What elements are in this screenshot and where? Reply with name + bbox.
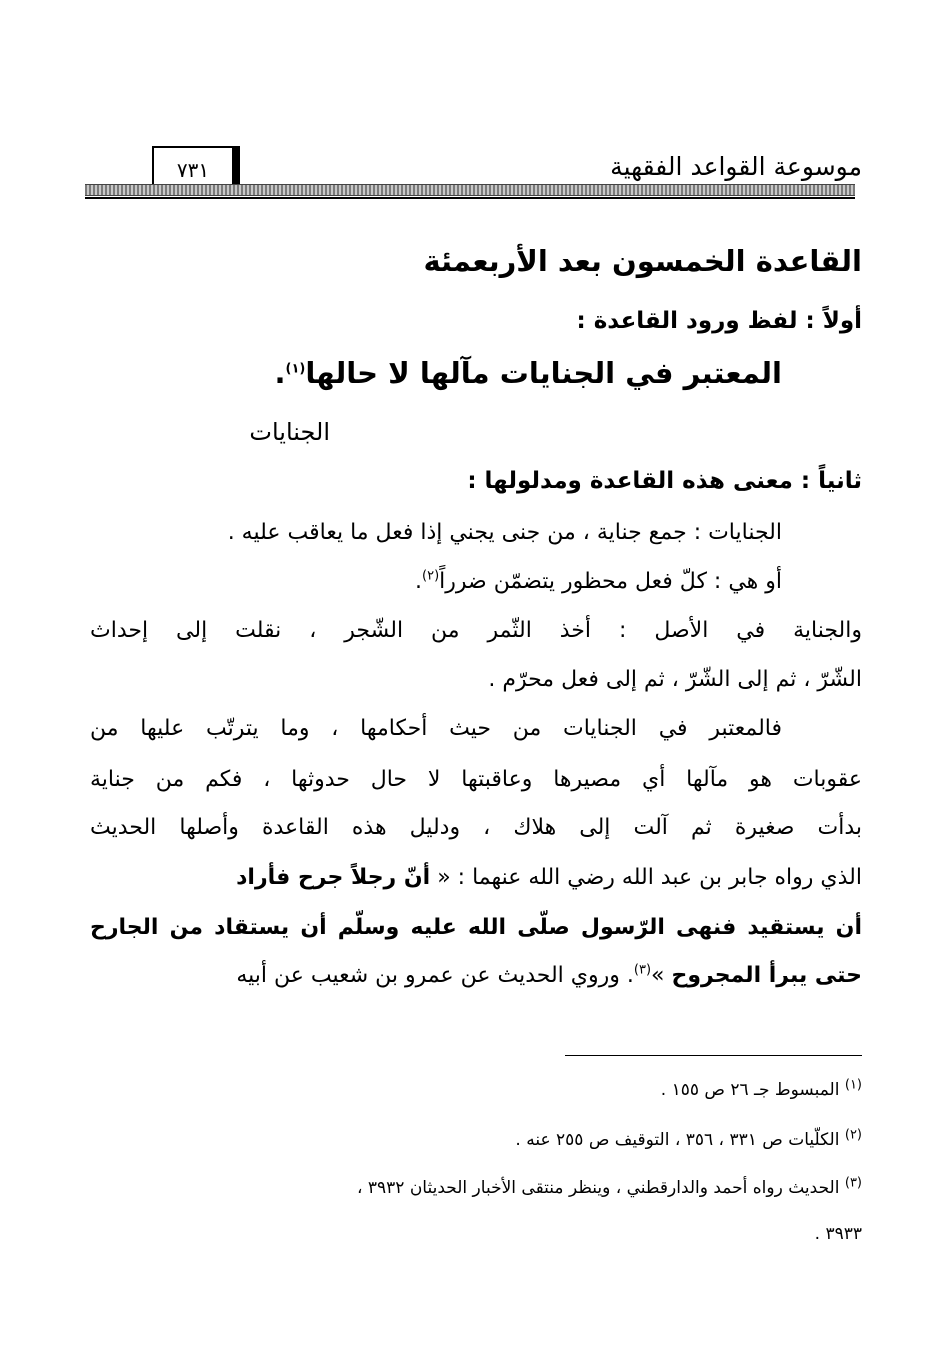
body-line-2-text: أو هي : كلّ فعل محظور يتضمّن ضرراً [439, 569, 782, 594]
body-line-2 [415, 569, 782, 594]
hadith-quote-line: أن يستقيد فنهى الرّسول صلّى الله عليه وسلّم أن يستقاد من الجارح [90, 915, 862, 940]
hadith-quote-start: أنّ رجلاً جرح فأراد [236, 865, 431, 890]
body-line-1: الجنايات : جمع جناية ، من جنى يجني إذا فعل ما يعاقب عليه . [227, 520, 782, 545]
section-heading-wording: أولاً : لفظ ورود القاعدة : [576, 308, 862, 334]
rule-end: . [274, 356, 286, 390]
footnote-3 [357, 1175, 862, 1198]
footnote-1-mark: (١) [844, 1077, 862, 1093]
body-line-6: عقوبات هو مآلها أي مصيرها وعاقبتها لا حال حدوثها ، فكم من جناية [90, 767, 862, 792]
footnote-2-text: الكلّيات ص ٣٣١ ، ٣٥٦ ، التوقيف ص ٢٥٥ عنه . [515, 1130, 840, 1150]
footnote-ref-2: (٢) [422, 568, 440, 584]
body-line-8-text: الذي رواه جابر بن عبد الله رضي الله عنهما : « [437, 865, 862, 890]
body-line-8 [90, 865, 862, 890]
footnote-3-mark: (٣) [844, 1175, 862, 1191]
body-line-10 [90, 963, 862, 988]
footnote-ref-3: (٣) [633, 962, 652, 978]
footnote-3-text: الحديث رواه أحمد والدارقطني ، وينظر منتقى الأخبار الحديثان ٣٩٣٢ ، [357, 1178, 840, 1198]
body-line-5: فالمعتبر في الجنايات من حيث أحكامها ، وما يترتّب عليها من [90, 716, 782, 741]
keyword: الجنايات [249, 418, 330, 446]
body-line-7: بدأت صغيرة ثم آلت إلى هلاك ، ودليل هذه القاعدة وأصلها الحديث [90, 815, 862, 840]
running-header-title: موسوعة القواعد الفقهية [610, 152, 862, 181]
footnote-1 [660, 1077, 862, 1100]
rule-heading: القاعدة الخمسون بعد الأربعمئة [423, 244, 862, 278]
page-number: ٧٣١ [152, 146, 240, 196]
footnote-2 [515, 1127, 862, 1150]
rule-text: المعتبر في الجنايات مآلها لا حالها [305, 356, 782, 390]
quote-close: » [651, 963, 665, 988]
body-line-3: والجناية في الأصل : أخذ الثّمر من الشّجر ، نقلت إلى إحداث [90, 618, 862, 643]
rule-statement [275, 356, 783, 390]
footnote-rule [565, 1055, 862, 1056]
body-line-4: الشّرّ ، ثم إلى الشّرّ ، ثم إلى فعل محرّم . [488, 667, 862, 692]
header-rule-line [85, 197, 855, 199]
section-heading-meaning: ثانياً : معنى هذه القاعدة ومدلولها : [467, 468, 862, 494]
footnote-1-text: المبسوط جـ ٢٦ ص ١٥٥ . [660, 1080, 840, 1100]
body-line-2-end: . [415, 569, 422, 594]
hadith-quote-end: حتى يبرأ المجروح [671, 963, 862, 988]
footnote-3-continuation: ٣٩٣٣ . [814, 1224, 862, 1244]
body-line-10-text: . وروي الحديث عن عمرو بن شعيب عن أبيه [236, 963, 634, 988]
footnote-2-mark: (٢) [844, 1127, 862, 1143]
footnote-ref-1: (١) [285, 361, 306, 377]
header-rule [85, 184, 855, 196]
